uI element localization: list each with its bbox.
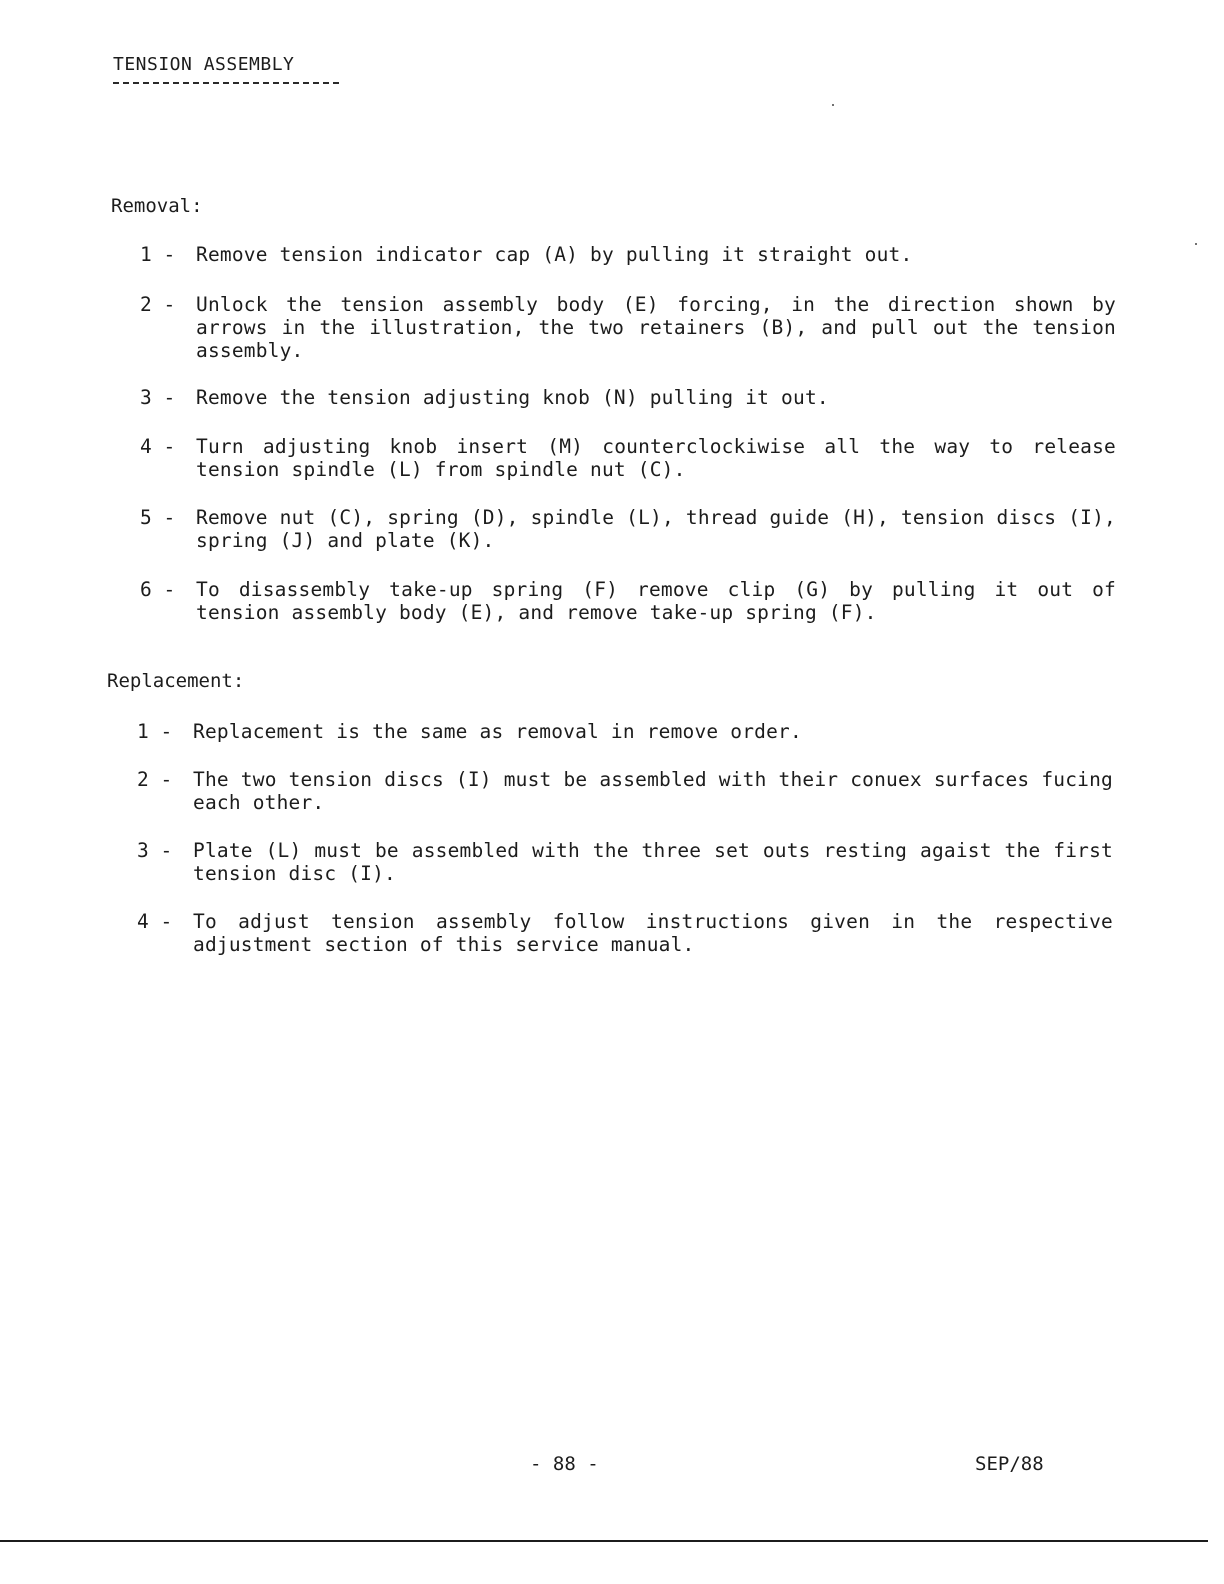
scan-speck (832, 104, 834, 106)
step-text: Plate (L) must be assembled with the three set outs resting agaist the first tension disc (I). (193, 839, 1113, 885)
step-number: 2 - (137, 768, 173, 791)
step-text: Turn adjusting knob insert (M) counterclockiwise all the way to release tension spindle (L) from spindle nut (C). (196, 435, 1116, 481)
step-number: 6 - (140, 578, 176, 601)
step-text: Remove nut (C), spring (D), spindle (L), thread guide (H), tension discs (I), spring (J) and plate (K). (196, 506, 1116, 552)
step-text: The two tension discs (I) must be assembled with their conuex surfaces fucing each other. (193, 768, 1113, 814)
step-text: To adjust tension assembly follow instructions given in the respective adjustment section of this service manual. (193, 910, 1113, 956)
revision-date: SEP/88 (975, 1453, 1044, 1475)
step-text: Remove the tension adjusting knob (N) pulling it out. (196, 386, 829, 409)
step-number: 1 - (140, 243, 176, 266)
step-text: Remove tension indicator cap (A) by pulling it straight out. (196, 243, 913, 266)
title-underline (113, 82, 339, 84)
step-text: Unlock the tension assembly body (E) forcing, in the direction shown by arrows in the illustration, the two retainers (B), and pull out the tension assembly. (196, 293, 1116, 362)
step-number: 3 - (137, 839, 173, 862)
replacement-heading: Replacement: (107, 670, 245, 692)
step-number: 4 - (137, 910, 173, 933)
scan-speck (1195, 243, 1197, 245)
page-number: - 88 - (530, 1453, 599, 1475)
page-title: TENSION ASSEMBLY (113, 54, 295, 75)
step-text: Replacement is the same as removal in remove order. (193, 720, 802, 743)
step-number: 5 - (140, 506, 176, 529)
removal-heading: Removal: (111, 195, 203, 217)
step-number: 1 - (137, 720, 173, 743)
step-number: 4 - (140, 435, 176, 458)
step-text: To disassembly take-up spring (F) remove clip (G) by pulling it out of tension assembly body (E), and remove take-up spring (F). (196, 578, 1116, 624)
footer-rule (0, 1540, 1208, 1542)
step-number: 2 - (140, 293, 176, 316)
step-number: 3 - (140, 386, 176, 409)
